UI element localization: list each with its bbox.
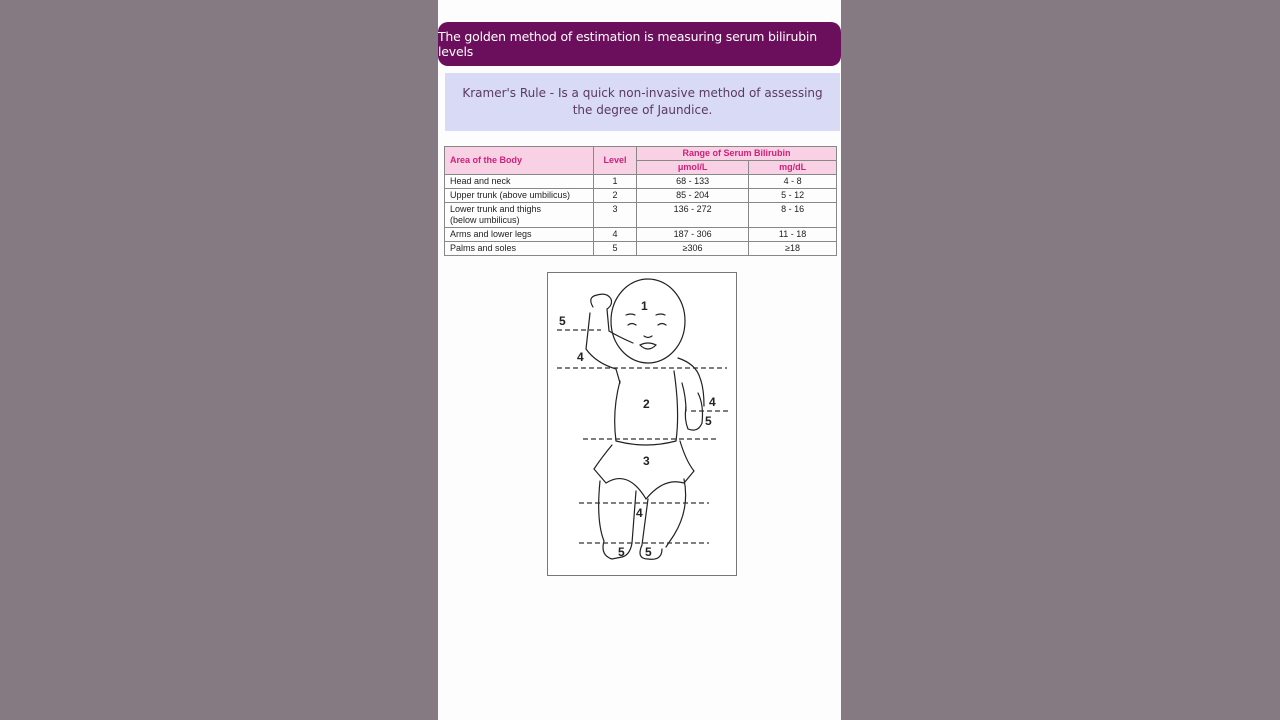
zone-label-head: 1 [641, 299, 648, 313]
cell-area: Palms and soles [445, 242, 594, 256]
cell-level: 4 [594, 228, 637, 242]
kramer-zones-figure [547, 272, 737, 576]
zone-label-left-hand: 5 [559, 314, 566, 328]
header-umol: μmol/L [637, 161, 749, 175]
zone-label-left-arm: 4 [577, 350, 584, 364]
zone-label-lower-legs: 4 [636, 506, 643, 520]
cell-area: Head and neck [445, 175, 594, 189]
cell-area: Lower trunk and thighs (below umbilicus) [445, 203, 594, 228]
zone-label-right-arm: 4 [709, 395, 716, 409]
slide-page [438, 0, 841, 720]
table-row [445, 242, 837, 256]
zone-label-upper-trunk: 2 [643, 397, 650, 411]
cell-level: 1 [594, 175, 637, 189]
cell-mgdl: 5 - 12 [749, 189, 837, 203]
kramer-rule-note: Kramer's Rule - Is a quick non-invasive method of assessing the degree of Jaundice. [445, 73, 840, 131]
header-mgdl: mg/dL [749, 161, 837, 175]
cell-mgdl: 4 - 8 [749, 175, 837, 189]
cell-level: 5 [594, 242, 637, 256]
baby-illustration [548, 273, 738, 577]
cell-umol: 85 - 204 [637, 189, 749, 203]
table-row [445, 189, 837, 203]
cell-umol: ≥306 [637, 242, 749, 256]
header-level: Level [594, 147, 637, 175]
table-row [445, 203, 837, 228]
cell-umol: 68 - 133 [637, 175, 749, 189]
cell-umol: 187 - 306 [637, 228, 749, 242]
cell-mgdl: 8 - 16 [749, 203, 837, 228]
baby-outline [586, 279, 704, 559]
zone-label-right-hand: 5 [705, 414, 712, 428]
cell-level: 2 [594, 189, 637, 203]
cell-mgdl: ≥18 [749, 242, 837, 256]
cell-area: Upper trunk (above umbilicus) [445, 189, 594, 203]
cell-mgdl: 11 - 18 [749, 228, 837, 242]
header-area: Area of the Body [445, 147, 594, 175]
zone-label-right-foot: 5 [645, 545, 652, 559]
table-row [445, 175, 837, 189]
zone-label-left-foot: 5 [618, 545, 625, 559]
cell-umol: 136 - 272 [637, 203, 749, 228]
cell-area: Arms and lower legs [445, 228, 594, 242]
cell-level: 3 [594, 203, 637, 228]
bilirubin-table [444, 146, 837, 256]
zone-label-lower-trunk: 3 [643, 454, 650, 468]
title-banner: The golden method of estimation is measuring serum bilirubin levels [438, 22, 841, 66]
table-row [445, 228, 837, 242]
header-range: Range of Serum Bilirubin [637, 147, 837, 161]
